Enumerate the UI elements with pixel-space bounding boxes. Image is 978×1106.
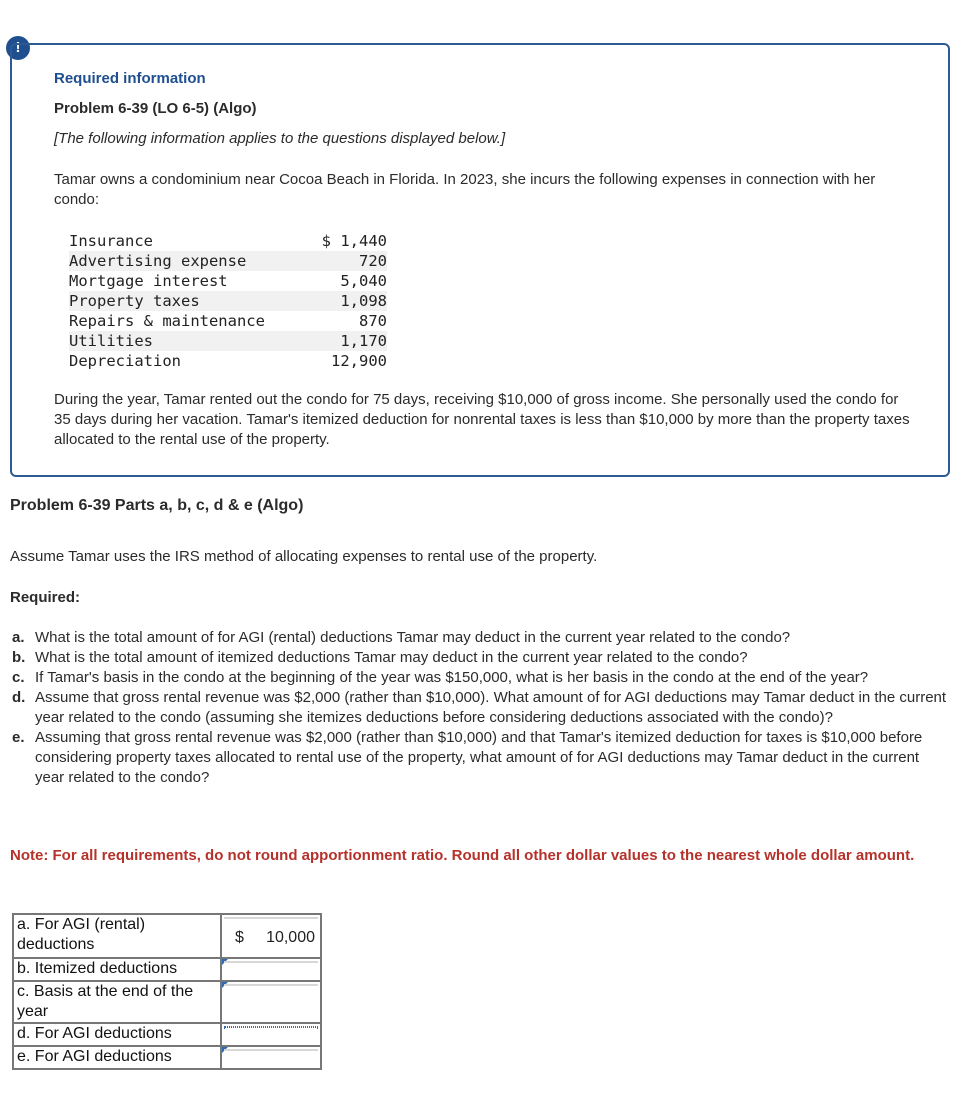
question-item	[10, 668, 948, 688]
expense-amount: $ 1,440	[321, 232, 387, 250]
question-item	[10, 628, 948, 648]
question-list	[10, 628, 948, 788]
answer-cell	[221, 958, 321, 981]
parts-title: Problem 6-39 Parts a, b, c, d & e (Algo)	[10, 497, 304, 514]
expense-amount: 5,040	[340, 272, 387, 290]
expense-label: Property taxes	[69, 291, 307, 311]
question-text: If Tamar's basis in the condo at the beginning of the year was $150,000, what is her basis in the condo at the end of the year?	[35, 669, 869, 686]
expense-label: Insurance	[69, 232, 153, 250]
required-label: Required:	[10, 589, 81, 606]
question-letter: d.	[12, 689, 26, 706]
question-text: Assuming that gross rental revenue was $2,000 (rather than $10,000) and that Tamar's itemized deduction for taxes is $10,000 before considering property taxes allocated to rental use of the property, what amount of for AGI deductions may Tamar deduct in the current year related to the condo?	[35, 729, 923, 786]
during-year-paragraph: During the year, Tamar rented out the condo for 75 days, receiving $10,000 of gross income. She personally used the condo for 35 days during her vacation. Tamar's itemized deduction for nonrental taxes is less than $10,000 by more than the property taxes allocated to the rental use of the property.	[54, 391, 910, 448]
answer-label: d. For AGI deductions	[13, 1023, 221, 1046]
problem-title: Problem 6-39 (LO 6-5) (Algo)	[54, 100, 257, 117]
intro-paragraph: Tamar owns a condominium near Cocoa Beach in Florida. In 2023, she incurs the following expenses in connection with her condo:	[54, 171, 876, 208]
expense-amount: 12,900	[331, 352, 387, 370]
answer-cell	[221, 1046, 321, 1069]
expense-row	[69, 251, 387, 271]
answer-row	[13, 1023, 321, 1046]
expense-label: Depreciation	[69, 352, 181, 370]
required-information-heading: Required information	[54, 70, 206, 87]
expense-amount: 870	[359, 312, 387, 330]
answer-input-b[interactable]	[224, 961, 318, 963]
expense-amount: 1,170	[307, 331, 387, 351]
expense-amount: 1,098	[307, 291, 387, 311]
expense-row	[69, 291, 387, 311]
question-item	[10, 688, 948, 728]
applies-note: [The following information applies to the questions displayed below.]	[54, 130, 506, 147]
answer-input-a[interactable]	[224, 917, 318, 946]
question-text: What is the total amount of itemized deductions Tamar may deduct in the current year related to the condo?	[35, 649, 748, 666]
question-letter: a.	[12, 629, 25, 646]
currency-symbol: $	[235, 929, 244, 946]
expense-row	[69, 311, 387, 331]
assumption-text: Assume Tamar uses the IRS method of allocating expenses to rental use of the property.	[10, 548, 598, 565]
answer-label: a. For AGI (rental) deductions	[13, 914, 221, 958]
answer-table	[12, 913, 322, 1070]
question-item	[10, 728, 948, 788]
answer-cell	[221, 914, 321, 958]
answer-input-e[interactable]	[224, 1049, 318, 1051]
question-letter: b.	[12, 649, 26, 666]
question-text: What is the total amount of for AGI (rental) deductions Tamar may deduct in the current year related to the condo?	[35, 629, 791, 646]
answer-row	[13, 981, 321, 1023]
answer-cell	[221, 1023, 321, 1046]
question-letter: e.	[12, 729, 25, 746]
expense-label: Repairs & maintenance	[69, 312, 265, 330]
question-text: Assume that gross rental revenue was $2,000 (rather than $10,000). What amount of for AGI deductions may Tamar deduct in the current year related to the condo (assuming she itemizes deductions before considering deductions associated with the condo)?	[35, 689, 947, 726]
expense-amount: 720	[307, 251, 387, 271]
expense-label: Utilities	[69, 331, 307, 351]
question-letter: c.	[12, 669, 25, 686]
answer-input-c[interactable]	[224, 984, 318, 986]
alert-exclamation-icon: !	[6, 36, 30, 60]
expense-row	[69, 331, 387, 351]
answer-row	[13, 914, 321, 958]
rounding-note: Note: For all requirements, do not round apportionment ratio. Round all other dollar values to the nearest whole dollar amount.	[10, 847, 915, 864]
answer-input-d[interactable]	[224, 1026, 318, 1028]
answer-cell	[221, 981, 321, 1023]
answer-row	[13, 1046, 321, 1069]
answer-row	[13, 958, 321, 981]
expense-label: Mortgage interest	[69, 272, 228, 290]
answer-label: b. Itemized deductions	[13, 958, 221, 981]
question-item	[10, 648, 948, 668]
answer-label: c. Basis at the end of the year	[13, 981, 221, 1023]
expense-row	[69, 231, 387, 251]
expense-table	[69, 231, 387, 371]
expense-row	[69, 351, 387, 371]
required-information-box	[10, 43, 950, 477]
expense-label: Advertising expense	[69, 251, 307, 271]
answer-label: e. For AGI deductions	[13, 1046, 221, 1069]
expense-row	[69, 271, 387, 291]
answer-value: 10,000	[266, 929, 315, 946]
